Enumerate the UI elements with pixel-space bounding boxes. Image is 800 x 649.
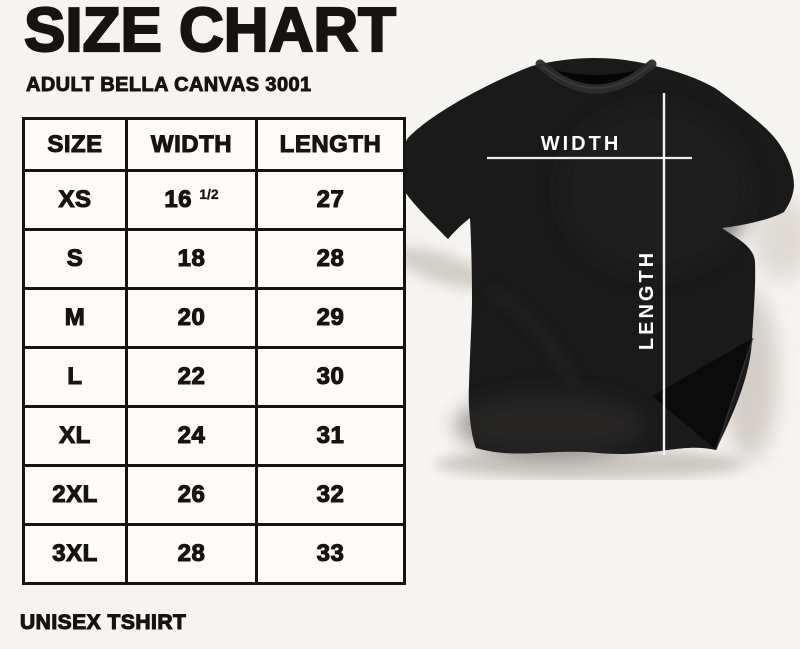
width-cell: 28 (127, 525, 257, 584)
size-cell: XL (24, 407, 127, 466)
size-cell: XS (24, 171, 127, 230)
length-cell: 32 (257, 466, 405, 525)
fraction: 1/2 (199, 186, 219, 202)
length-cell: 30 (257, 348, 405, 407)
header-row (24, 119, 405, 171)
size-table-body (24, 171, 405, 584)
table-row (24, 348, 405, 407)
width-cell: 16 $^{1/2}$ (127, 171, 257, 230)
width-cell: 22 (127, 348, 257, 407)
header-cell: SIZE (24, 119, 127, 171)
size-cell: 2XL (24, 466, 127, 525)
table-row (24, 466, 405, 525)
table-row (24, 525, 405, 584)
length-cell: 31 (257, 407, 405, 466)
page-subtitle: ADULT BELLA CANVAS 3001 (26, 74, 312, 96)
length-cell: 33 (257, 525, 405, 584)
width-cell: 24 (127, 407, 257, 466)
length-label: LENGTH (636, 249, 658, 351)
size-cell: S (24, 230, 127, 289)
tshirt-photo (400, 40, 800, 480)
footer-note: UNISEX TSHIRT (20, 611, 187, 634)
table-row (24, 289, 405, 348)
table-row (24, 230, 405, 289)
size-cell: L (24, 348, 127, 407)
length-cell: 29 (257, 289, 405, 348)
page-title: SIZE CHART (24, 0, 396, 65)
table-row (24, 171, 405, 230)
table-row (24, 407, 405, 466)
width-cell: 20 (127, 289, 257, 348)
length-cell: 28 (257, 230, 405, 289)
length-cell: 27 (257, 171, 405, 230)
width-cell: 18 (127, 230, 257, 289)
size-cell: M (24, 289, 127, 348)
size-cell: 3XL (24, 525, 127, 584)
header-cell: LENGTH (257, 119, 405, 171)
header-cell: WIDTH (127, 119, 257, 171)
width-label: WIDTH (540, 133, 622, 155)
width-cell: 26 (127, 466, 257, 525)
size-table (22, 117, 406, 585)
